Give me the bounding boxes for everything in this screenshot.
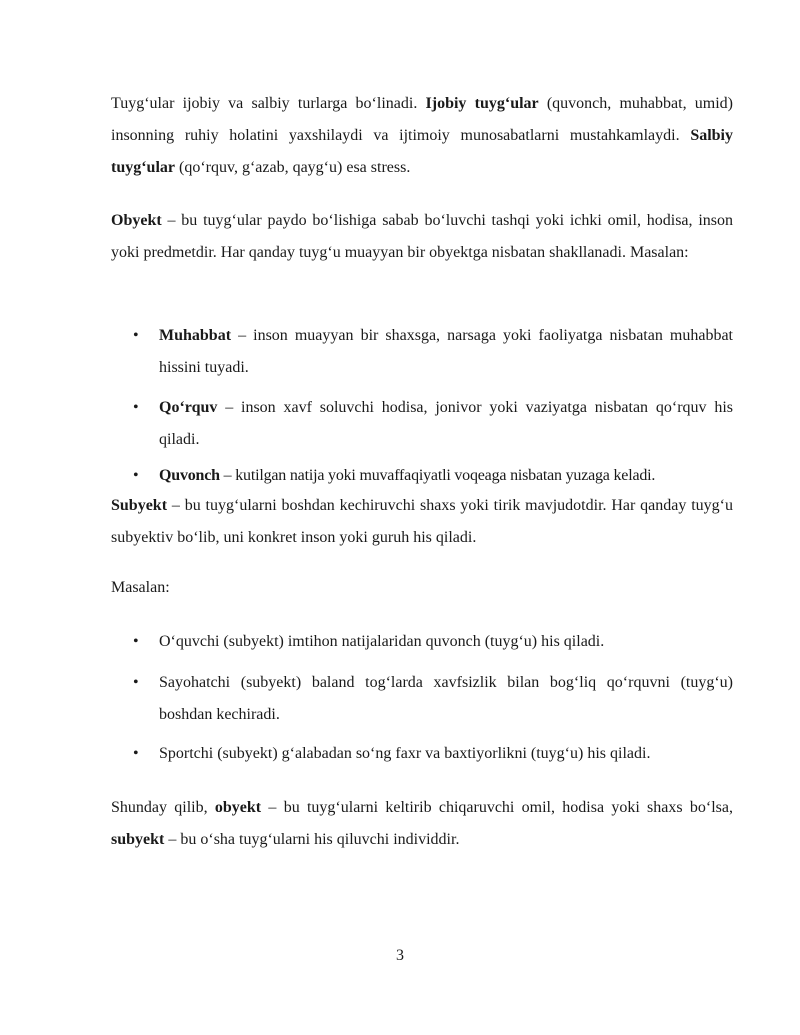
- bold-term-object: obyekt: [214, 799, 262, 816]
- text-run: Tuyg‘ular ijobiy va salbiy turlarga bo‘linadi.: [111, 95, 426, 112]
- bold-term: Qo‘rquv: [159, 399, 218, 416]
- bullet-marker: •: [133, 467, 139, 484]
- text-run: – bu o‘sha tuyg‘ularni his qiluvchi individdir.: [164, 831, 460, 848]
- bullet-marker: •: [133, 327, 139, 344]
- list-item-traveler: Sayohatchi (subyekt) baland tog‘larda xavfsizlik bilan bog‘liq qo‘rquvni (tuyg‘u) boshdan kechiradi.: [159, 674, 733, 723]
- bold-term-subject: subyekt: [111, 831, 165, 848]
- page-number: 3: [396, 947, 404, 964]
- bold-term-negative-emotions: Salbiy tuyg‘ular: [111, 127, 733, 176]
- paragraph-example-heading: Masalan:: [111, 579, 170, 596]
- bold-term: Quvonch: [159, 467, 220, 484]
- list-item-student: O‘quvchi (subyekt) imtihon natijalaridan quvonch (tuyg‘u) his qiladi.: [159, 633, 605, 650]
- paragraph-emotion-types: [111, 88, 733, 184]
- text-run: – bu tuyg‘ularni boshdan kechiruvchi shaxs yoki tirik mavjudotdir. Har qanday tuyg‘u subyektiv bo‘lib, uni konkret inson yoki guruh his qiladi.: [111, 497, 733, 546]
- bullet-marker: •: [133, 674, 139, 691]
- paragraph-subject-definition: [111, 490, 733, 554]
- text-run: – kutilgan natija yoki muvaffaqiyatli voqeaga nisbatan yuzaga keladi.: [219, 467, 656, 484]
- text-run: (qo‘rquv, g‘azab, qayg‘u) esa stress.: [175, 159, 411, 176]
- text-run: – inson muayyan bir shaxsga, narsaga yoki faoliyatga nisbatan muhabbat hissini tuyadi.: [159, 327, 733, 376]
- paragraph-conclusion: [111, 792, 733, 856]
- text-run: – bu tuyg‘ular paydo bo‘lishiga sabab bo‘luvchi tashqi yoki ichki omil, hodisa, inson yoki predmetdir. Har qanday tuyg‘u muayyan bir obyektga nisbatan shakllanadi. Masalan:: [111, 212, 733, 261]
- bold-term-object: Obyekt: [111, 212, 162, 229]
- list-item-love: [159, 320, 733, 384]
- bullet-marker: •: [133, 745, 139, 762]
- bold-term-positive-emotions: Ijobiy tuyg‘ular: [425, 95, 539, 112]
- bullet-marker: •: [133, 633, 139, 650]
- text-run: Shunday qilib,: [111, 799, 215, 816]
- bold-term: Muhabbat: [159, 327, 232, 344]
- list-item-fear: [159, 392, 733, 456]
- list-item-joy: [159, 460, 733, 492]
- bullet-marker: •: [133, 399, 139, 416]
- paragraph-object-definition: [111, 205, 733, 269]
- list-item-athlete: Sportchi (subyekt) g‘alabadan so‘ng faxr va baxtiyorlikni (tuyg‘u) his qiladi.: [159, 745, 651, 762]
- bold-term-subject: Subyekt: [111, 497, 168, 514]
- text-run: – inson xavf soluvchi hodisa, jonivor yoki vaziyatga nisbatan qo‘rquv his qiladi.: [159, 399, 733, 448]
- text-run: – bu tuyg‘ularni keltirib chiqaruvchi omil, hodisa yoki shaxs bo‘lsa,: [261, 799, 733, 816]
- text-run: (quvonch, muhabbat, umid) insonning ruhiy holatini yaxshilaydi va ijtimoiy munosabatlarni mustahkamlaydi.: [111, 95, 733, 144]
